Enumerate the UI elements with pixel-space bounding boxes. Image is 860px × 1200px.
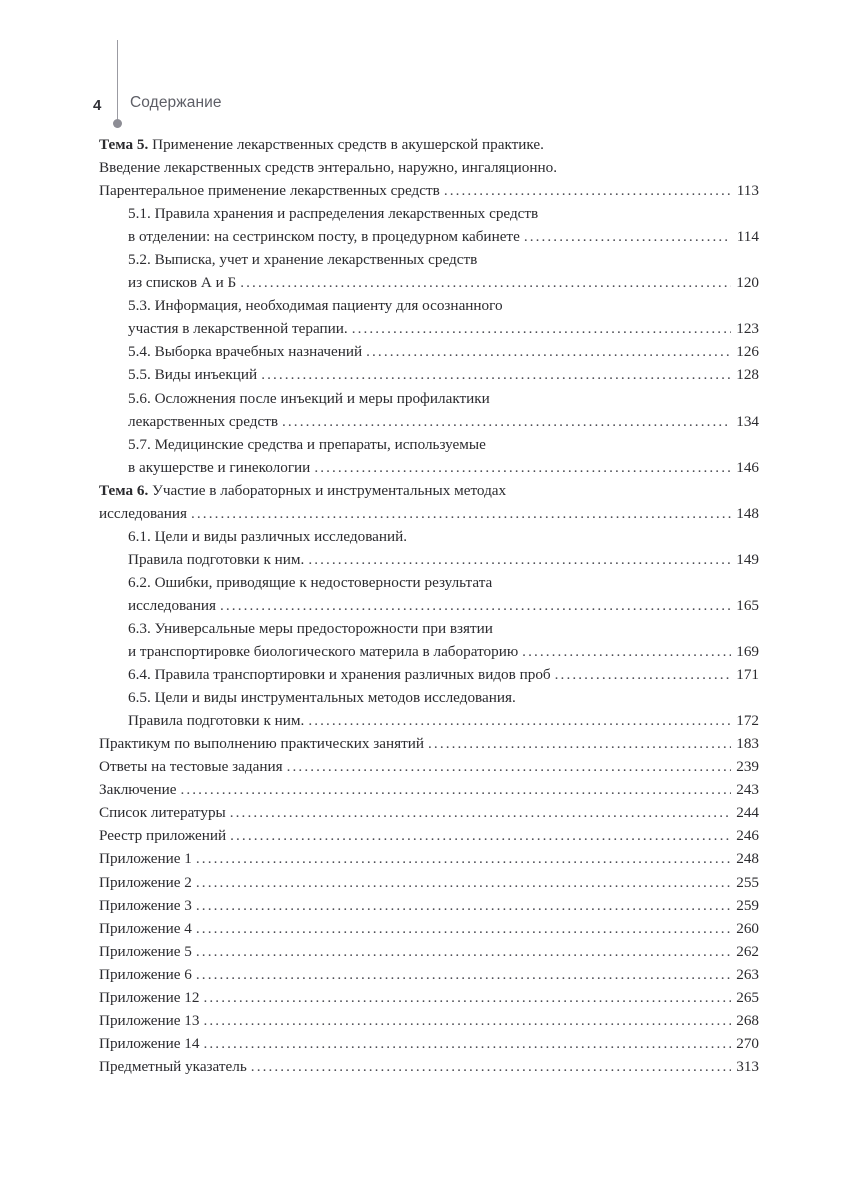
toc-entry-label: Реестр приложений	[99, 827, 227, 845]
toc-dot-leader	[428, 732, 731, 755]
toc-dot-leader	[522, 640, 731, 663]
toc-entry-label: Введение лекарственных средств энтерально, наружно, ингаляционно.	[99, 159, 558, 177]
toc-entry-page: 134	[736, 412, 759, 430]
toc-entry-page: 260	[736, 919, 759, 937]
toc-entry-label: 5.3. Информация, необходимая пациенту для осознанного	[128, 297, 503, 315]
toc-entry-page: 172	[736, 712, 759, 730]
toc-entry-label: и транспортировке биологического материла в лабораторию	[128, 643, 519, 661]
table-of-contents	[99, 133, 759, 1078]
toc-entry-prefix: Тема 5.	[99, 136, 149, 153]
toc-entry-page: 268	[736, 1011, 759, 1029]
toc-entry-label: 5.2. Выписка, учет и хранение лекарственных средств	[128, 251, 478, 269]
toc-entry-label: 6.4. Правила транспортировки и хранения различных видов проб	[128, 666, 551, 684]
toc-entry[interactable]	[99, 179, 759, 202]
toc-entry-label: 6.2. Ошибки, приводящие к недостоверности результата	[128, 573, 493, 591]
toc-entry-label: 6.5. Цели и виды инструментальных методов исследования.	[128, 689, 516, 707]
toc-dot-leader	[314, 456, 731, 479]
toc-entry-page: 165	[736, 596, 759, 614]
toc-entry-label: Приложение 6	[99, 965, 192, 983]
toc-entry-label: участия в лекарственной терапии.	[128, 320, 348, 338]
toc-dot-leader	[230, 801, 731, 824]
toc-entry[interactable]	[99, 824, 759, 847]
toc-entry[interactable]	[99, 225, 759, 248]
toc-entry-label: лекарственных средств	[128, 412, 279, 430]
toc-entry-prefix: Тема 6.	[99, 481, 149, 499]
toc-entry-page: 183	[736, 735, 759, 753]
toc-entry[interactable]	[99, 202, 759, 225]
toc-entry[interactable]	[99, 686, 759, 709]
toc-entry-page: 244	[736, 804, 759, 822]
toc-dot-leader	[191, 502, 731, 525]
toc-entry[interactable]	[99, 294, 759, 317]
toc-entry[interactable]	[99, 363, 759, 386]
toc-entry[interactable]	[99, 594, 759, 617]
toc-entry-page: 263	[736, 965, 759, 983]
toc-entry[interactable]	[99, 502, 759, 525]
toc-dot-leader	[196, 871, 731, 894]
toc-dot-leader	[251, 1055, 731, 1078]
toc-entry-page: 128	[736, 366, 759, 384]
toc-entry-label: Парентеральное применение лекарственных средств	[99, 182, 440, 200]
toc-entry-label: Приложение 4	[99, 919, 192, 937]
toc-dot-leader	[204, 1009, 732, 1032]
toc-entry-page: 243	[736, 781, 759, 799]
toc-dot-leader	[282, 410, 731, 433]
toc-entry[interactable]	[99, 340, 759, 363]
toc-entry[interactable]	[99, 963, 759, 986]
toc-entry[interactable]	[99, 986, 759, 1009]
toc-entry-page: 270	[736, 1034, 759, 1052]
toc-entry[interactable]	[99, 1032, 759, 1055]
toc-entry-label: Приложение 5	[99, 942, 192, 960]
toc-dot-leader	[220, 594, 731, 617]
toc-entry-label: исследования	[128, 596, 217, 614]
toc-entry-label: из списков А и Б	[128, 274, 237, 292]
toc-entry-label: 6.1. Цели и виды различных исследований.	[128, 527, 408, 545]
toc-entry-label: Приложение 3	[99, 896, 192, 914]
toc-entry-page: 313	[736, 1057, 759, 1075]
toc-entry-label: Приложение 14	[99, 1034, 200, 1052]
toc-entry[interactable]	[99, 640, 759, 663]
toc-entry-label: Приложение 12	[99, 988, 200, 1006]
toc-entry-page: 123	[736, 320, 759, 338]
toc-dot-leader	[308, 709, 731, 732]
toc-entry[interactable]	[99, 617, 759, 640]
toc-dot-leader	[196, 940, 731, 963]
toc-entry-page: 169	[736, 643, 759, 661]
toc-entry-page: 265	[736, 988, 759, 1006]
toc-entry[interactable]	[99, 917, 759, 940]
toc-entry-label: Предметный указатель	[99, 1057, 247, 1075]
toc-entry[interactable]	[99, 456, 759, 479]
toc-entry[interactable]	[99, 479, 759, 502]
toc-entry[interactable]	[99, 387, 759, 410]
toc-entry-page: 262	[736, 942, 759, 960]
toc-dot-leader	[308, 548, 731, 571]
toc-entry-label: Приложение 13	[99, 1011, 200, 1029]
toc-entry-label: Правила подготовки к ним.	[128, 550, 305, 568]
toc-entry[interactable]	[99, 156, 759, 179]
toc-entry-label: в отделении: на сестринском посту, в процедурном кабинете	[128, 228, 520, 246]
toc-dot-leader	[204, 1032, 732, 1055]
toc-entry-page: 259	[736, 896, 759, 914]
toc-dot-leader	[287, 755, 731, 778]
toc-entry-label: 5.7. Медицинские средства и препараты, используемые	[128, 435, 486, 453]
toc-entry[interactable]	[99, 410, 759, 433]
running-head	[90, 36, 770, 132]
toc-entry[interactable]	[99, 248, 759, 271]
toc-entry-label: Практикум по выполнению практических занятий	[99, 735, 425, 753]
toc-entry[interactable]	[99, 525, 759, 548]
toc-dot-leader	[204, 986, 732, 1009]
toc-entry-label: Правила подготовки к ним.	[128, 712, 305, 730]
toc-entry-label: 6.3. Универсальные меры предосторожности при взятии	[128, 619, 493, 637]
toc-entry-label: Заключение	[99, 781, 177, 799]
toc-entry[interactable]	[99, 940, 759, 963]
page-number: 4	[93, 97, 102, 114]
toc-entry-label: 5.1. Правила хранения и распределения лекарственных средств	[128, 205, 539, 223]
toc-dot-leader	[196, 917, 731, 940]
toc-dot-leader	[444, 179, 731, 202]
toc-entry-page: 126	[736, 343, 759, 361]
toc-dot-leader	[555, 663, 731, 686]
toc-entry-label: 5.5. Виды инъекций	[128, 366, 258, 384]
toc-dot-leader	[352, 317, 731, 340]
toc-entry[interactable]	[99, 133, 759, 156]
toc-entry-page: 113	[736, 182, 759, 200]
toc-entry[interactable]	[99, 778, 759, 801]
toc-entry[interactable]	[99, 317, 759, 340]
toc-entry-page: 255	[736, 873, 759, 891]
toc-entry-page: 149	[736, 550, 759, 568]
toc-dot-leader	[524, 225, 731, 248]
toc-entry-label: 5.4. Выборка врачебных назначений	[128, 343, 363, 361]
toc-entry-label: в акушерстве и гинекологии	[128, 458, 311, 476]
toc-entry-page: 120	[736, 274, 759, 292]
toc-entry[interactable]	[99, 1055, 759, 1078]
toc-entry-page: 248	[736, 850, 759, 868]
toc-dot-leader	[230, 824, 731, 847]
toc-dot-leader	[196, 894, 731, 917]
toc-entry-label: Тема 5. Применение лекарственных средств в акушерской практике.	[99, 136, 544, 153]
toc-entry-page: 239	[736, 758, 759, 776]
toc-dot-leader	[261, 363, 731, 386]
toc-entry[interactable]	[99, 894, 759, 917]
toc-entry[interactable]	[99, 663, 759, 686]
toc-entry-label: Список литературы	[99, 804, 226, 822]
toc-entry[interactable]	[99, 732, 759, 755]
toc-entry-page: 148	[736, 504, 759, 522]
toc-dot-leader	[196, 847, 731, 870]
toc-entry[interactable]	[99, 548, 759, 571]
toc-entry[interactable]	[99, 433, 759, 456]
toc-dot-leader	[240, 271, 731, 294]
toc-entry[interactable]	[99, 571, 759, 594]
toc-entry[interactable]	[99, 271, 759, 294]
toc-entry-page: 114	[736, 228, 759, 246]
toc-entry[interactable]	[99, 709, 759, 732]
running-head-title: Содержание	[130, 94, 222, 111]
running-head-rule	[117, 40, 118, 124]
toc-entry-label: 5.6. Осложнения после инъекций и меры профилактики	[128, 389, 490, 407]
toc-entry[interactable]	[99, 755, 759, 778]
toc-entry-label: исследования	[99, 504, 188, 522]
toc-entry[interactable]	[99, 871, 759, 894]
toc-entry[interactable]	[99, 801, 759, 824]
toc-entry-label: Приложение 1	[99, 850, 192, 868]
toc-dot-leader	[196, 963, 731, 986]
toc-dot-leader	[180, 778, 731, 801]
toc-dot-leader	[366, 340, 731, 363]
toc-entry-page: 246	[736, 827, 759, 845]
toc-entry-label: Приложение 2	[99, 873, 192, 891]
toc-entry-page: 171	[736, 666, 759, 684]
toc-entry-label: Ответы на тестовые задания	[99, 758, 283, 776]
toc-entry[interactable]	[99, 847, 759, 870]
toc-entry[interactable]	[99, 1009, 759, 1032]
running-head-dot-icon	[113, 119, 122, 128]
toc-entry-page: 146	[736, 458, 759, 476]
toc-entry-label: Тема 6. Участие в лабораторных и инструментальных методах	[99, 481, 507, 499]
